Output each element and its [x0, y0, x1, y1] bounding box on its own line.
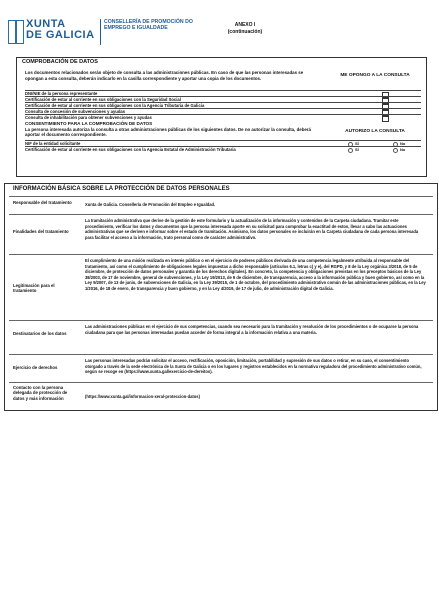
- proteccion-row: [9, 196, 433, 215]
- proteccion-row-text: (https://www.xunta.gal/informacion-xeral-proteccion-datos): [85, 394, 200, 399]
- proteccion-row-text: Xunta de Galicia. Consellería de Promoción del Empleo e Igualdad.: [85, 202, 216, 207]
- proteccion-row-label: Contacto con la persona delegada de protección de datos y más información: [13, 385, 68, 401]
- proteccion-row-label: Ejercicio de derechos: [13, 365, 58, 370]
- conselleria-name: CONSELLERÍA DE PROMOCIÓN DO EMPREGO E IGUALDADE: [104, 19, 193, 31]
- no-radio[interactable]: [393, 148, 398, 153]
- proteccion-row-label: Responsable del tratamiento: [13, 200, 72, 205]
- comprobacion-intro: Los documentos relacionados serán objeto de consulta a las administraciones públicas. En caso de que las personas interesadas se opongan a esta consulta, deberán indicarlo en la casilla correspondiente y aportar una copia de los documentos.: [25, 70, 304, 81]
- logo-line1: XUNTA: [26, 18, 66, 30]
- si-radio[interactable]: [348, 148, 353, 153]
- header-divider: [100, 19, 101, 45]
- comprobacion-row: [25, 114, 421, 121]
- no-label: No: [400, 141, 406, 146]
- proteccion-row-label: Legitimación para el tratamiento: [13, 283, 55, 294]
- proteccion-row-text: La tramitación administrativa que derive de la gestión de este formulario y la actualización de la información y contenidos de la Carpeta ciudadana. Tramitar este procedimiento, verificar los datos y documentos que la persona interesada aporte en su solicitud para comprobar la exactitud de estos, llevar a cabo las actuaciones administrativas que se deriven e informar sobre el estado de tramitación. Asimismo, los datos personales se incluirán en la Carpeta ciudadana de cada persona interesada para facilitar el acceso a la información, trato personal como de carácter administrativo.: [85, 218, 419, 240]
- consentimiento-text: La persona interesada autoriza la consulta a otras administraciones públicas de los siguientes datos. De no autorizar la consulta, deberá aportar el documento correspondiente.: [25, 127, 311, 138]
- proteccion-row: [9, 354, 433, 383]
- proteccion-section: [4, 183, 438, 411]
- proteccion-row-label: Finalidades del tratamiento: [13, 229, 69, 234]
- si-label: SÍ: [355, 147, 359, 152]
- comprobacion-row-label: Certificación de estar al corriente en sus obligaciones con la Agencia Tributaria de Galicia: [25, 103, 205, 108]
- no-label: No: [400, 147, 406, 152]
- consentimiento-title: CONSENTIMIENTO PARA LA COMPROBACIÓN DE DATOS: [25, 121, 153, 126]
- logo-line2: DE GALICIA: [26, 29, 95, 41]
- proteccion-row-text: El cumplimiento de una misión realizada en interés público o en el ejercicio de poderes públicos derivada de una competencia legalmente atribuida al responsable del tratamiento, así como el cumplimiento de obligaciones legales impuestas a dicho responsable (artículos 6.1, letras c) y e), del RGPD, y 8 de la Ley orgánica 3/2018, de 5 de diciembre, de protección de datos personales y garantía de los derechos digitales). En concreto, la competencia y obligaciones previstas en los preceptos básicos de la Ley 38/2003, de 17 de noviembre, general de subvenciones, y la Ley 19/2013, de 9 de diciembre, de transparencia, acceso a la información pública y buen gobierno, así como en la Ley 9/2007, de 13 de junio, de subvenciones de Galicia, en la Ley 39/2015, de 1 de octubre, del procedimiento administrativo común de las administraciones públicas, en la Ley 1/2016, de 18 de enero, de transparencia y buen gobierno, y en la Ley 4/2019, de 17 de julio, de administración digital de Galicia.: [85, 258, 426, 291]
- proteccion-row-text: Las personas interesadas podrán solicitar el acceso, rectificación, oposición, limitación, portabilidad y supresión de sus datos o retirar, en su caso, el consentimiento otorgado a través de la sede electrónica de la Xunta de Galicia o en los lugares y registros establecidos en la normativa reguladora del procedimiento administrativo común, según se recoge en (https://www.xunta.gal/exercicio-de-dereitos).: [85, 358, 422, 374]
- consent-row-label: NIF de la entidad solicitante: [25, 141, 81, 146]
- autorizo-header: AUTORIZO LA CONSULTA: [345, 129, 405, 134]
- consent-row: [25, 146, 421, 153]
- anexo-title: ANEXO I: [234, 22, 256, 28]
- proteccion-row: [9, 320, 433, 355]
- anexo-heading: [210, 22, 280, 36]
- xunta-flag-icon: [8, 20, 24, 44]
- comprobacion-title: COMPROBACIÓN DE DATOS: [22, 59, 98, 65]
- anexo-subtitle: (continuación): [227, 29, 263, 35]
- proteccion-title: INFORMACIÓN BÁSICA SOBRE LA PROTECCIÓN DE DATOS PERSONALES: [13, 186, 230, 192]
- comprobacion-row-label: DNI/NIE de la persona representante: [25, 91, 98, 96]
- proteccion-row: [9, 254, 433, 321]
- consent-row-label: Certificación de estar al corriente en sus obligaciones con la Agencia Estatal de Administración Tributaria: [25, 147, 236, 152]
- comprobacion-row-label: Consulta de inhabilitación para obtener subvenciones y ayudas: [25, 115, 152, 120]
- opongo-header: ME OPONGO A LA CONSULTA: [340, 73, 410, 78]
- comprobacion-row-label: Certificación de estar al corriente en sus obligaciones con la Seguridad Social: [25, 97, 181, 102]
- xunta-logo: [8, 19, 100, 49]
- proteccion-row-text: Las administraciones públicas en el ejercicio de sus competencias, cuando sea necesario para la tramitación y resolución de los procedimientos o de ocuparse la persona ciudadana para que las personas interesadas puedan acceder de forma integral a la información relativa a una materia.: [85, 324, 419, 335]
- proteccion-row: [9, 214, 433, 255]
- proteccion-row: [9, 382, 433, 410]
- comprobacion-row-label: Consulta de concesión de subvenciones y ayudas: [25, 109, 126, 114]
- si-label: SÍ: [355, 141, 359, 146]
- opongo-checkbox[interactable]: [382, 116, 389, 122]
- proteccion-row-label: Destinatarios de los datos: [13, 331, 67, 336]
- comprobacion-section: [16, 57, 427, 177]
